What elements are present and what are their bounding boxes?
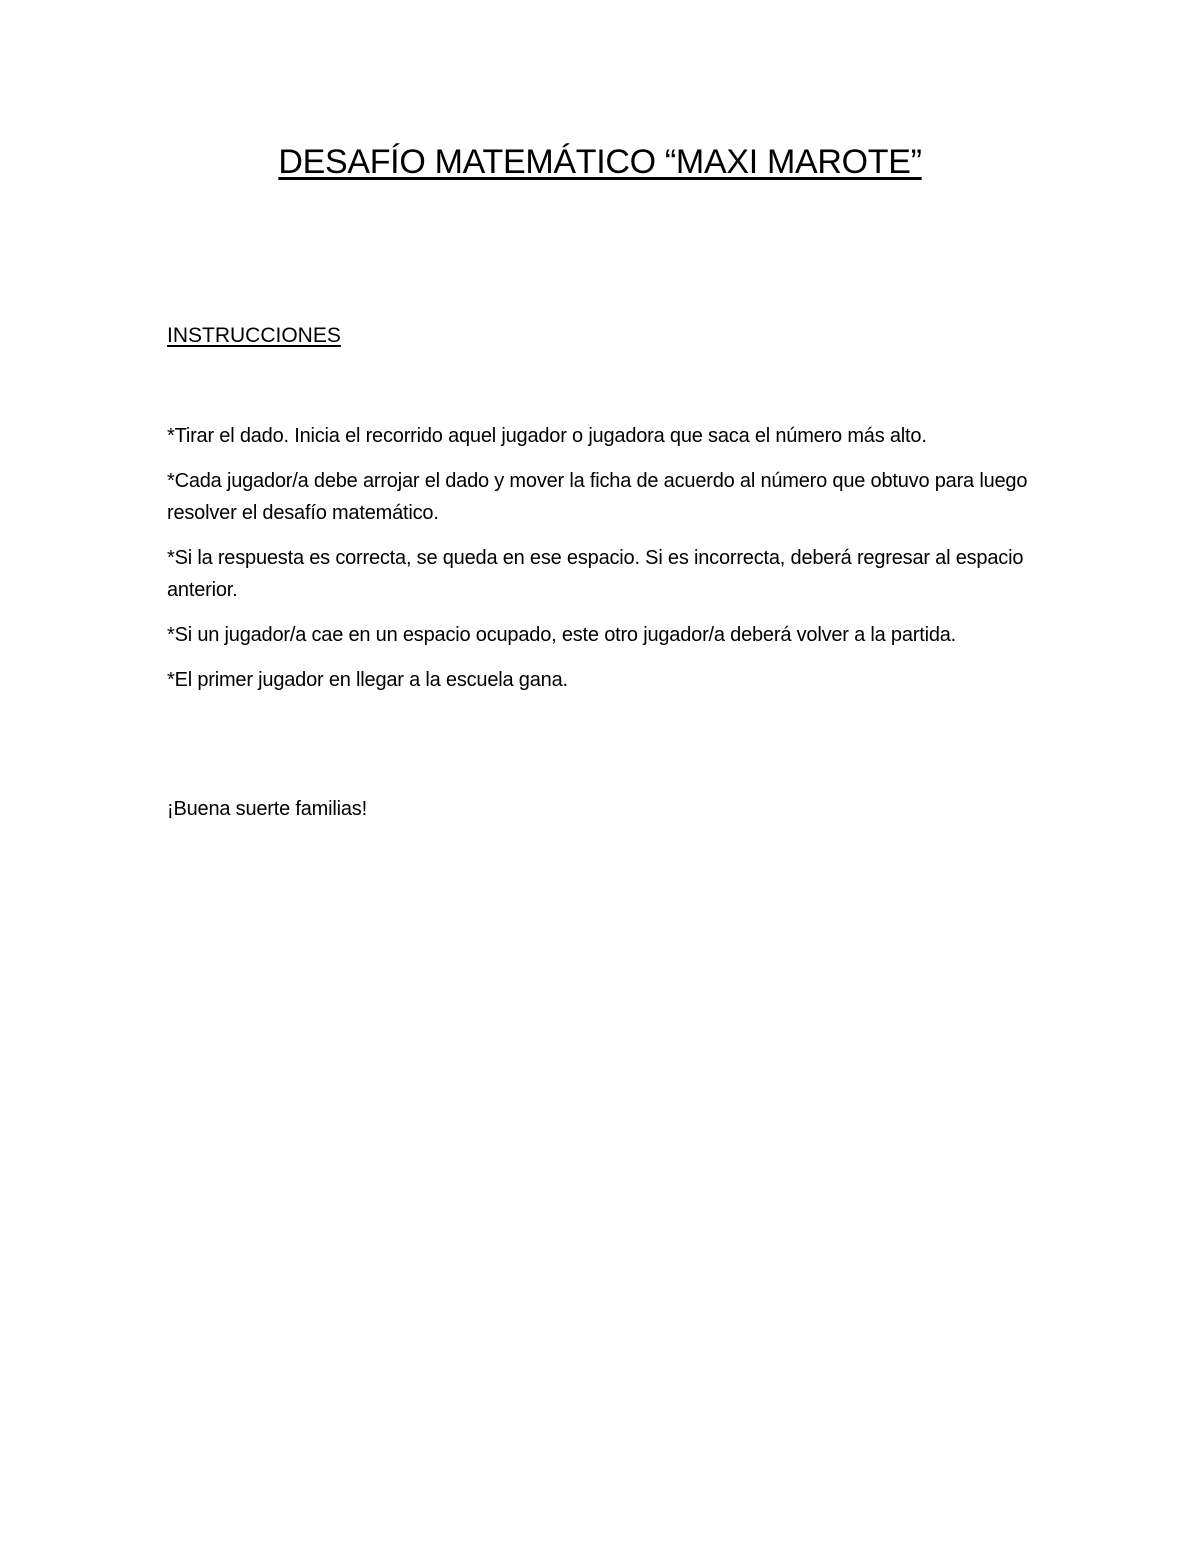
- section-heading-instrucciones: INSTRUCCIONES: [167, 324, 341, 347]
- instruction-item: *El primer jugador en llegar a la escuela gana.: [167, 669, 568, 691]
- instruction-item: *Tirar el dado. Inicia el recorrido aquel jugador o jugadora que saca el número más alto.: [167, 425, 927, 447]
- instruction-item: *Si un jugador/a cae en un espacio ocupado, este otro jugador/a deberá volver a la partida.: [167, 624, 957, 646]
- instruction-item: *Cada jugador/a debe arrojar el dado y mover la ficha de acuerdo al número que obtuvo para luego resolver el desafío matemático.: [167, 470, 1028, 524]
- closing-message: ¡Buena suerte familias!: [167, 798, 367, 820]
- instruction-item: *Si la respuesta es correcta, se queda en ese espacio. Si es incorrecta, deberá regresar al espacio anterior.: [167, 547, 1024, 601]
- document-title: DESAFÍO MATEMÁTICO “MAXI MAROTE”: [278, 143, 922, 181]
- instructions-list: [167, 420, 1037, 709]
